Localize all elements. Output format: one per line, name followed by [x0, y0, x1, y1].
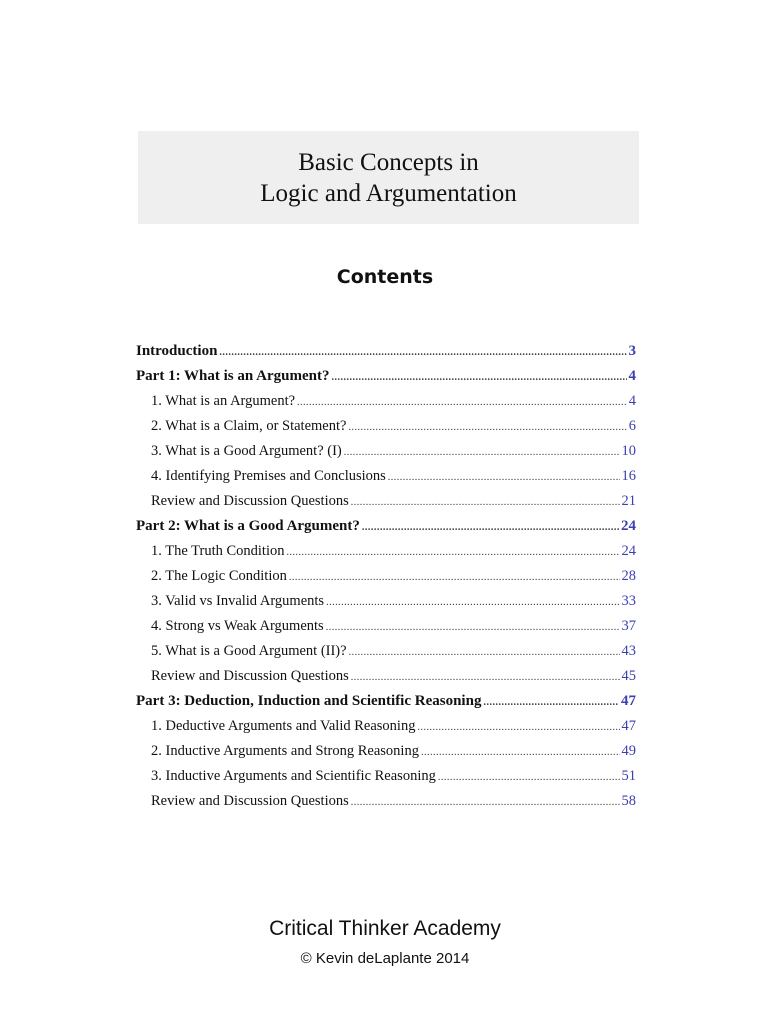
toc-page-number[interactable]: 4: [628, 368, 636, 384]
book-title-line-1: Basic Concepts in: [298, 148, 479, 176]
toc-entry-label: Introduction: [136, 343, 218, 359]
dot-leader: [438, 771, 620, 785]
dot-leader: [344, 446, 620, 460]
toc-page-number[interactable]: 24: [621, 543, 636, 559]
copyright-notice: © Kevin deLaplante 2014: [300, 950, 470, 967]
table-of-contents: [136, 335, 636, 810]
toc-entry-label: 4. Identifying Premises and Conclusions: [151, 468, 386, 484]
toc-entry-label: Part 2: What is a Good Argument?: [136, 518, 360, 534]
toc-entry-label: Review and Discussion Questions: [151, 668, 349, 684]
dot-leader: [289, 571, 620, 585]
book-title-line-2: Logic and Argumentation: [260, 179, 517, 207]
dot-leader: [297, 396, 627, 410]
toc-entry[interactable]: [136, 410, 636, 435]
toc-entry[interactable]: [136, 785, 636, 810]
toc-entry-label: 3. Inductive Arguments and Scientific Reasoning: [151, 768, 436, 784]
toc-entry-label: 3. Valid vs Invalid Arguments: [151, 593, 325, 609]
toc-entry-label: Review and Discussion Questions: [151, 793, 349, 809]
dot-leader: [331, 371, 626, 385]
toc-entry-label: 2. Inductive Arguments and Strong Reasoning: [151, 743, 419, 759]
toc-page-number[interactable]: 37: [621, 618, 636, 634]
toc-entry-label: Part 1: What is an Argument?: [136, 368, 330, 384]
toc-entry[interactable]: [136, 560, 636, 585]
toc-page-number[interactable]: 49: [621, 743, 636, 759]
toc-entry-label: Part 3: Deduction, Induction and Scientific Reasoning: [136, 693, 482, 709]
toc-page-number[interactable]: 47: [621, 718, 636, 734]
toc-page-number[interactable]: 43: [621, 643, 636, 659]
toc-page-number[interactable]: 6: [628, 418, 636, 434]
toc-page-number[interactable]: 21: [621, 493, 636, 509]
toc-entry-label: 1. Deductive Arguments and Valid Reasoning: [151, 718, 416, 734]
toc-entry-label: 1. The Truth Condition: [151, 543, 285, 559]
publisher-name: Critical Thinker Academy: [269, 917, 501, 940]
dot-leader: [326, 621, 620, 635]
toc-entry[interactable]: [136, 710, 636, 735]
toc-entry[interactable]: [136, 735, 636, 760]
toc-page-number[interactable]: 10: [621, 443, 636, 459]
toc-page-number[interactable]: 51: [621, 768, 636, 784]
toc-entry-label: 5. What is a Good Argument (II)?: [151, 643, 347, 659]
toc-page-number[interactable]: 58: [621, 793, 636, 809]
toc-entry[interactable]: [136, 660, 636, 685]
toc-entry[interactable]: [136, 635, 636, 660]
toc-entry-label: Review and Discussion Questions: [151, 493, 349, 509]
toc-page-number[interactable]: 16: [621, 468, 636, 484]
toc-entry[interactable]: [136, 585, 636, 610]
toc-entry[interactable]: [136, 760, 636, 785]
toc-entry[interactable]: [136, 435, 636, 460]
toc-part-entry[interactable]: [136, 510, 636, 535]
dot-leader: [351, 496, 620, 510]
dot-leader: [417, 721, 619, 735]
dot-leader: [348, 421, 626, 435]
dot-leader: [351, 671, 620, 685]
dot-leader: [388, 471, 620, 485]
dot-leader: [349, 646, 620, 660]
toc-page-number[interactable]: 3: [628, 343, 636, 359]
dot-leader: [483, 696, 619, 710]
toc-entry[interactable]: [136, 535, 636, 560]
dot-leader: [286, 546, 619, 560]
toc-part-entry[interactable]: [136, 335, 636, 360]
title-box: [138, 131, 639, 224]
toc-entry[interactable]: [136, 485, 636, 510]
toc-entry[interactable]: [136, 610, 636, 635]
toc-entry[interactable]: [136, 460, 636, 485]
toc-entry[interactable]: [136, 385, 636, 410]
toc-entry-label: 3. What is a Good Argument? (I): [151, 443, 342, 459]
toc-page-number[interactable]: 33: [621, 593, 636, 609]
dot-leader: [362, 521, 619, 535]
toc-entry-label: 4. Strong vs Weak Arguments: [151, 618, 324, 634]
toc-entry-label: 1. What is an Argument?: [151, 393, 296, 409]
toc-part-entry[interactable]: [136, 685, 636, 710]
toc-entry-label: 2. What is a Claim, or Statement?: [151, 418, 347, 434]
dot-leader: [421, 746, 620, 760]
dot-leader: [326, 596, 619, 610]
toc-page-number[interactable]: 24: [621, 518, 636, 534]
toc-entry-label: 2. The Logic Condition: [151, 568, 287, 584]
contents-heading: Contents: [336, 266, 434, 288]
dot-leader: [219, 346, 626, 360]
dot-leader: [351, 796, 620, 810]
toc-page-number[interactable]: 45: [621, 668, 636, 684]
toc-page-number[interactable]: 47: [621, 693, 636, 709]
toc-page-number[interactable]: 4: [628, 393, 636, 409]
toc-page-number[interactable]: 28: [621, 568, 636, 584]
toc-part-entry[interactable]: [136, 360, 636, 385]
